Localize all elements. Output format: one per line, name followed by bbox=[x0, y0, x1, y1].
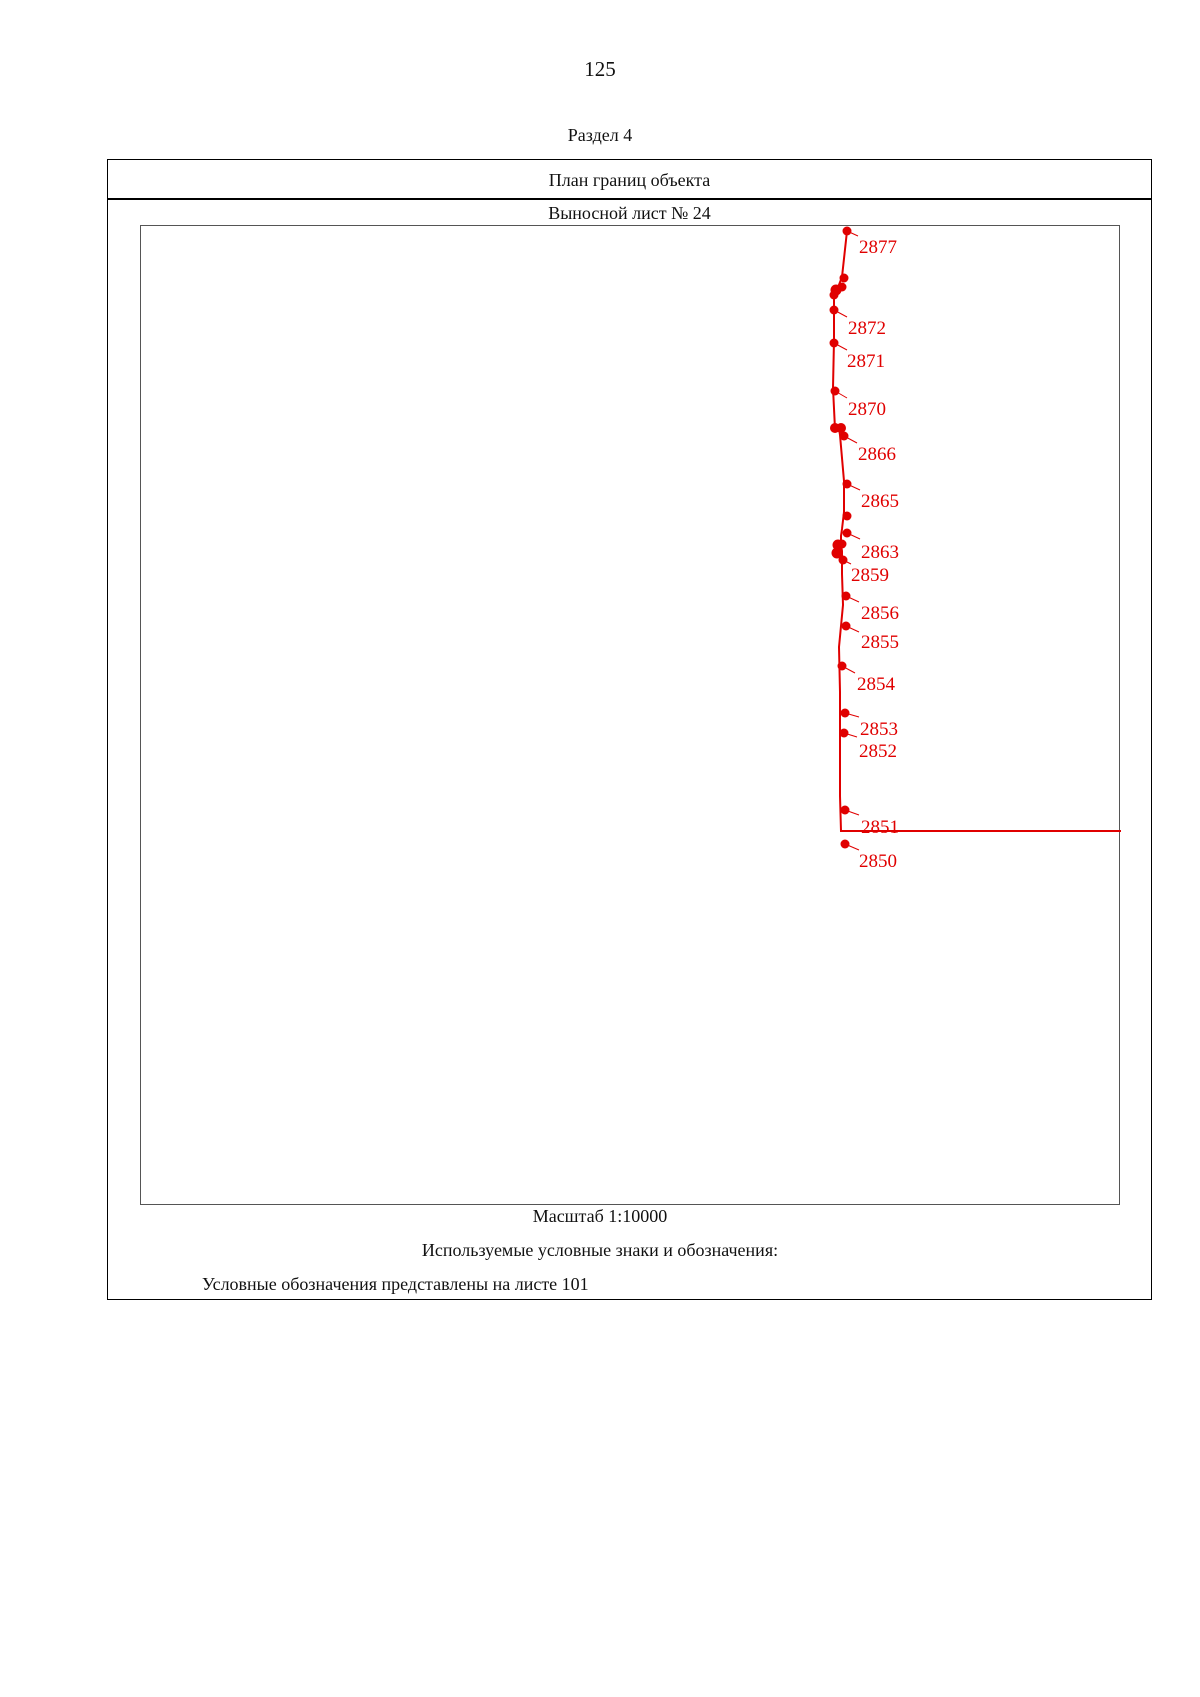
boundary-map-svg bbox=[141, 226, 1121, 1206]
legend-heading: Используемые условные знаки и обозначения: bbox=[421, 1240, 779, 1260]
point-label: 2853 bbox=[860, 719, 898, 740]
point-label: 2856 bbox=[861, 603, 899, 624]
vertex-point bbox=[843, 512, 852, 521]
point-label: 2872 bbox=[848, 318, 886, 339]
point-label: 2852 bbox=[859, 741, 897, 762]
section-label: Раздел 4 bbox=[567, 125, 633, 145]
vertex-point bbox=[836, 423, 846, 433]
vertex-point bbox=[838, 540, 847, 549]
point-label: 2865 bbox=[861, 491, 899, 512]
point-label: 2851 bbox=[861, 817, 899, 838]
legend-note: Условные обозначения представлены на листе 101 bbox=[202, 1274, 589, 1294]
vertex-point bbox=[840, 274, 849, 283]
page-number: 125 bbox=[584, 57, 616, 81]
point-label: 2866 bbox=[858, 444, 896, 465]
sheet-title: Выносной лист № 24 bbox=[548, 203, 711, 223]
point-label: 2855 bbox=[861, 632, 899, 653]
point-label: 2870 bbox=[848, 399, 886, 420]
point-label: 2863 bbox=[861, 542, 899, 563]
frame-title: План границ объекта bbox=[108, 160, 1151, 200]
point-label: 2850 bbox=[859, 851, 897, 872]
point-label: 2871 bbox=[847, 351, 885, 372]
scale-label: Масштаб 1:10000 bbox=[532, 1206, 668, 1226]
vertex-point bbox=[830, 291, 839, 300]
point-label: 2859 bbox=[851, 565, 889, 586]
point-label: 2877 bbox=[859, 237, 897, 258]
point-label: 2854 bbox=[857, 674, 895, 695]
boundary-map bbox=[140, 225, 1120, 1205]
